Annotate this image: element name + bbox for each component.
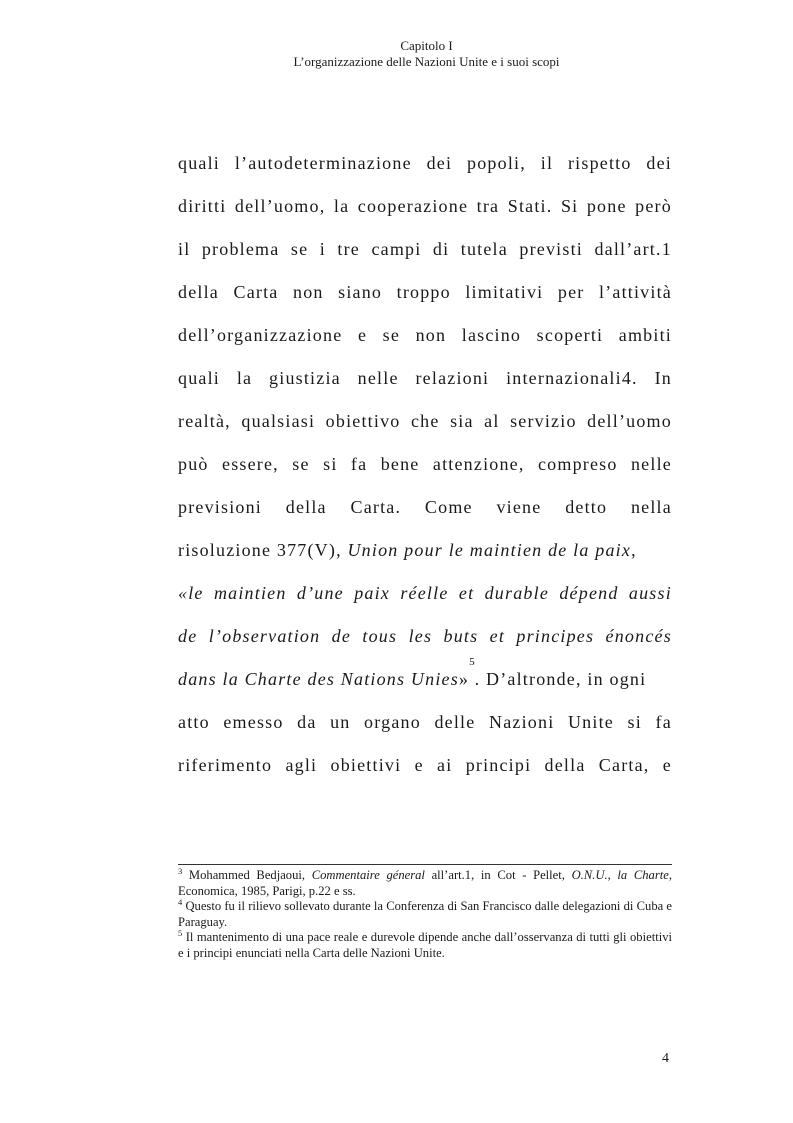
word: fa bbox=[655, 712, 672, 732]
word: relazioni bbox=[415, 368, 490, 388]
word: tra bbox=[476, 196, 500, 216]
page-number: 4 bbox=[662, 1051, 669, 1066]
word: essere, bbox=[222, 454, 279, 474]
word: Unite bbox=[567, 712, 614, 732]
word: e bbox=[414, 755, 424, 775]
word: da bbox=[297, 712, 317, 732]
word: il bbox=[540, 153, 554, 173]
quoted-title: Union pour le maintien de la paix bbox=[347, 540, 632, 560]
word: agli bbox=[285, 755, 318, 775]
word: Carta, bbox=[598, 755, 650, 775]
word: d’une bbox=[296, 583, 344, 603]
word: dei bbox=[426, 153, 453, 173]
word: principi bbox=[465, 755, 532, 775]
text-line bbox=[178, 232, 672, 275]
word: dall’art.1 bbox=[594, 239, 672, 259]
word: riferimento bbox=[178, 755, 273, 775]
word: quali bbox=[178, 368, 220, 388]
word: si bbox=[323, 454, 338, 474]
chapter-label: Capitolo I bbox=[400, 38, 453, 53]
word: internazionali4. bbox=[506, 368, 638, 388]
word: dei bbox=[646, 153, 672, 173]
footnote-5 bbox=[178, 927, 672, 961]
word: Nazioni bbox=[489, 712, 555, 732]
word: l’observation bbox=[208, 626, 321, 646]
word: l’autodeterminazione bbox=[234, 153, 412, 173]
footnote-text: Mohammed Bedjaoui, bbox=[182, 868, 312, 882]
word: se bbox=[292, 454, 310, 474]
footnote-text: , Economica, 1985, Parigi, p.22 e ss. bbox=[178, 868, 672, 898]
word: buts bbox=[443, 626, 479, 646]
footnote-ref: 5 bbox=[469, 656, 475, 668]
text-line bbox=[178, 404, 672, 447]
word: ai bbox=[437, 755, 453, 775]
running-header bbox=[0, 38, 793, 70]
word: maintien bbox=[213, 583, 287, 603]
footnote-separator bbox=[178, 864, 672, 865]
word: Stati. bbox=[507, 196, 553, 216]
word: al bbox=[484, 411, 500, 431]
word: se bbox=[290, 239, 309, 259]
word: non bbox=[415, 325, 447, 345]
word: tre bbox=[337, 239, 360, 259]
word: et bbox=[458, 583, 475, 603]
word: lascino bbox=[461, 325, 522, 345]
word: il bbox=[178, 239, 191, 259]
word: tous bbox=[362, 626, 398, 646]
word: campi bbox=[371, 239, 422, 259]
word: In bbox=[654, 368, 672, 388]
word: dell’uomo, bbox=[234, 196, 326, 216]
word: atto bbox=[178, 712, 210, 732]
word: diritti bbox=[178, 196, 227, 216]
word: detto bbox=[565, 497, 608, 517]
footnote-number: 5 bbox=[178, 927, 183, 938]
word: l’attività bbox=[598, 282, 672, 302]
text-line bbox=[178, 146, 672, 189]
word: organo bbox=[364, 712, 421, 732]
body-text bbox=[178, 146, 672, 791]
word: della bbox=[544, 755, 586, 775]
word: Si bbox=[560, 196, 579, 216]
word: della bbox=[285, 497, 327, 517]
word: «le bbox=[178, 583, 204, 603]
word: può bbox=[178, 454, 209, 474]
word: troppo bbox=[396, 282, 451, 302]
word: cooperazione bbox=[357, 196, 469, 216]
word: ambiti bbox=[618, 325, 672, 345]
word: Come bbox=[424, 497, 473, 517]
word: per bbox=[557, 282, 585, 302]
word: les bbox=[408, 626, 433, 646]
word: dépend bbox=[559, 583, 619, 603]
word: aussi bbox=[628, 583, 672, 603]
word: realtà, bbox=[178, 411, 231, 431]
word: di bbox=[432, 239, 450, 259]
word: che bbox=[410, 411, 440, 431]
word: la bbox=[333, 196, 350, 216]
word: pone bbox=[586, 196, 627, 216]
word: quali bbox=[178, 153, 220, 173]
word: e bbox=[662, 755, 672, 775]
footnotes bbox=[178, 865, 672, 961]
footnote-4 bbox=[178, 896, 672, 930]
word: de bbox=[331, 626, 352, 646]
word: dell’uomo bbox=[587, 411, 672, 431]
text-line bbox=[178, 318, 672, 361]
chapter-title: L’organizzazione delle Nazioni Unite e i suoi scopi bbox=[293, 54, 560, 69]
word: énoncés bbox=[605, 626, 672, 646]
word: obiettivi bbox=[330, 755, 402, 775]
word: réelle bbox=[400, 583, 449, 603]
text-segment: » bbox=[458, 669, 470, 689]
word: durable bbox=[484, 583, 550, 603]
word: et bbox=[489, 626, 506, 646]
word: compreso bbox=[537, 454, 618, 474]
text-line bbox=[178, 189, 672, 232]
word: scoperti bbox=[536, 325, 604, 345]
footnote-text: Questo fu il rilievo sollevato durante la Conferenza di San Francisco dalle delegazioni di Cuba e Paraguay. bbox=[178, 899, 672, 929]
text-line bbox=[178, 361, 672, 404]
word: qualsiasi bbox=[241, 411, 316, 431]
footnote-title: Commentaire géneral bbox=[311, 868, 425, 882]
text-line bbox=[178, 447, 672, 490]
text-line bbox=[178, 656, 672, 705]
word: un bbox=[330, 712, 351, 732]
footnote-title: O.N.U., la Charte bbox=[571, 868, 669, 882]
word: previsioni bbox=[178, 497, 262, 517]
quoted-text: dans la Charte des Nations Unies bbox=[178, 669, 459, 689]
text-segment: risoluzione 377(V), bbox=[178, 540, 342, 560]
word: popoli, bbox=[467, 153, 526, 173]
text-segment: . D’altronde, in ogni bbox=[474, 669, 647, 689]
word: problema bbox=[201, 239, 280, 259]
word: rispetto bbox=[567, 153, 632, 173]
text-line bbox=[178, 275, 672, 318]
text-line bbox=[178, 533, 672, 576]
word: obiettivo bbox=[325, 411, 401, 431]
word: previsti bbox=[519, 239, 583, 259]
word: giustizia bbox=[269, 368, 341, 388]
word: principes bbox=[516, 626, 595, 646]
word: sia bbox=[450, 411, 474, 431]
footnote-text: Il mantenimento di una pace reale e durevole dipende anche dall’osservanza di tutti gli obiettivi e i principi enunciati nella Carta delle Nazioni Unite. bbox=[178, 930, 672, 960]
word: e bbox=[357, 325, 368, 345]
word: la bbox=[236, 368, 253, 388]
footnote-3 bbox=[178, 865, 672, 899]
text-line bbox=[178, 619, 672, 662]
word: Carta bbox=[233, 282, 279, 302]
text-line bbox=[178, 576, 672, 619]
word: non bbox=[293, 282, 324, 302]
word: nella bbox=[630, 497, 672, 517]
word: però bbox=[635, 196, 672, 216]
word: attenzione, bbox=[432, 454, 525, 474]
footnote-number: 4 bbox=[178, 896, 183, 907]
footnote-number: 3 bbox=[178, 865, 183, 876]
word: delle bbox=[434, 712, 476, 732]
word: dell’organizzazione bbox=[178, 325, 343, 345]
word: tutela bbox=[460, 239, 508, 259]
word: limitativi bbox=[465, 282, 544, 302]
word: servizio bbox=[510, 411, 577, 431]
text-segment: , bbox=[631, 540, 637, 560]
word: i bbox=[319, 239, 326, 259]
word: siano bbox=[338, 282, 383, 302]
word: viene bbox=[496, 497, 542, 517]
word: de bbox=[178, 626, 198, 646]
word: paix bbox=[354, 583, 390, 603]
word: fa bbox=[350, 454, 368, 474]
word: nelle bbox=[357, 368, 399, 388]
footnote-text: all’art.1, in Cot - Pellet, bbox=[424, 868, 572, 882]
word: nelle bbox=[630, 454, 672, 474]
word: Carta. bbox=[350, 497, 402, 517]
word: si bbox=[627, 712, 642, 732]
text-line bbox=[178, 748, 672, 791]
text-line bbox=[178, 490, 672, 533]
word: emesso bbox=[223, 712, 284, 732]
word: della bbox=[178, 282, 219, 302]
word: se bbox=[382, 325, 401, 345]
text-line bbox=[178, 705, 672, 748]
word: bene bbox=[380, 454, 420, 474]
